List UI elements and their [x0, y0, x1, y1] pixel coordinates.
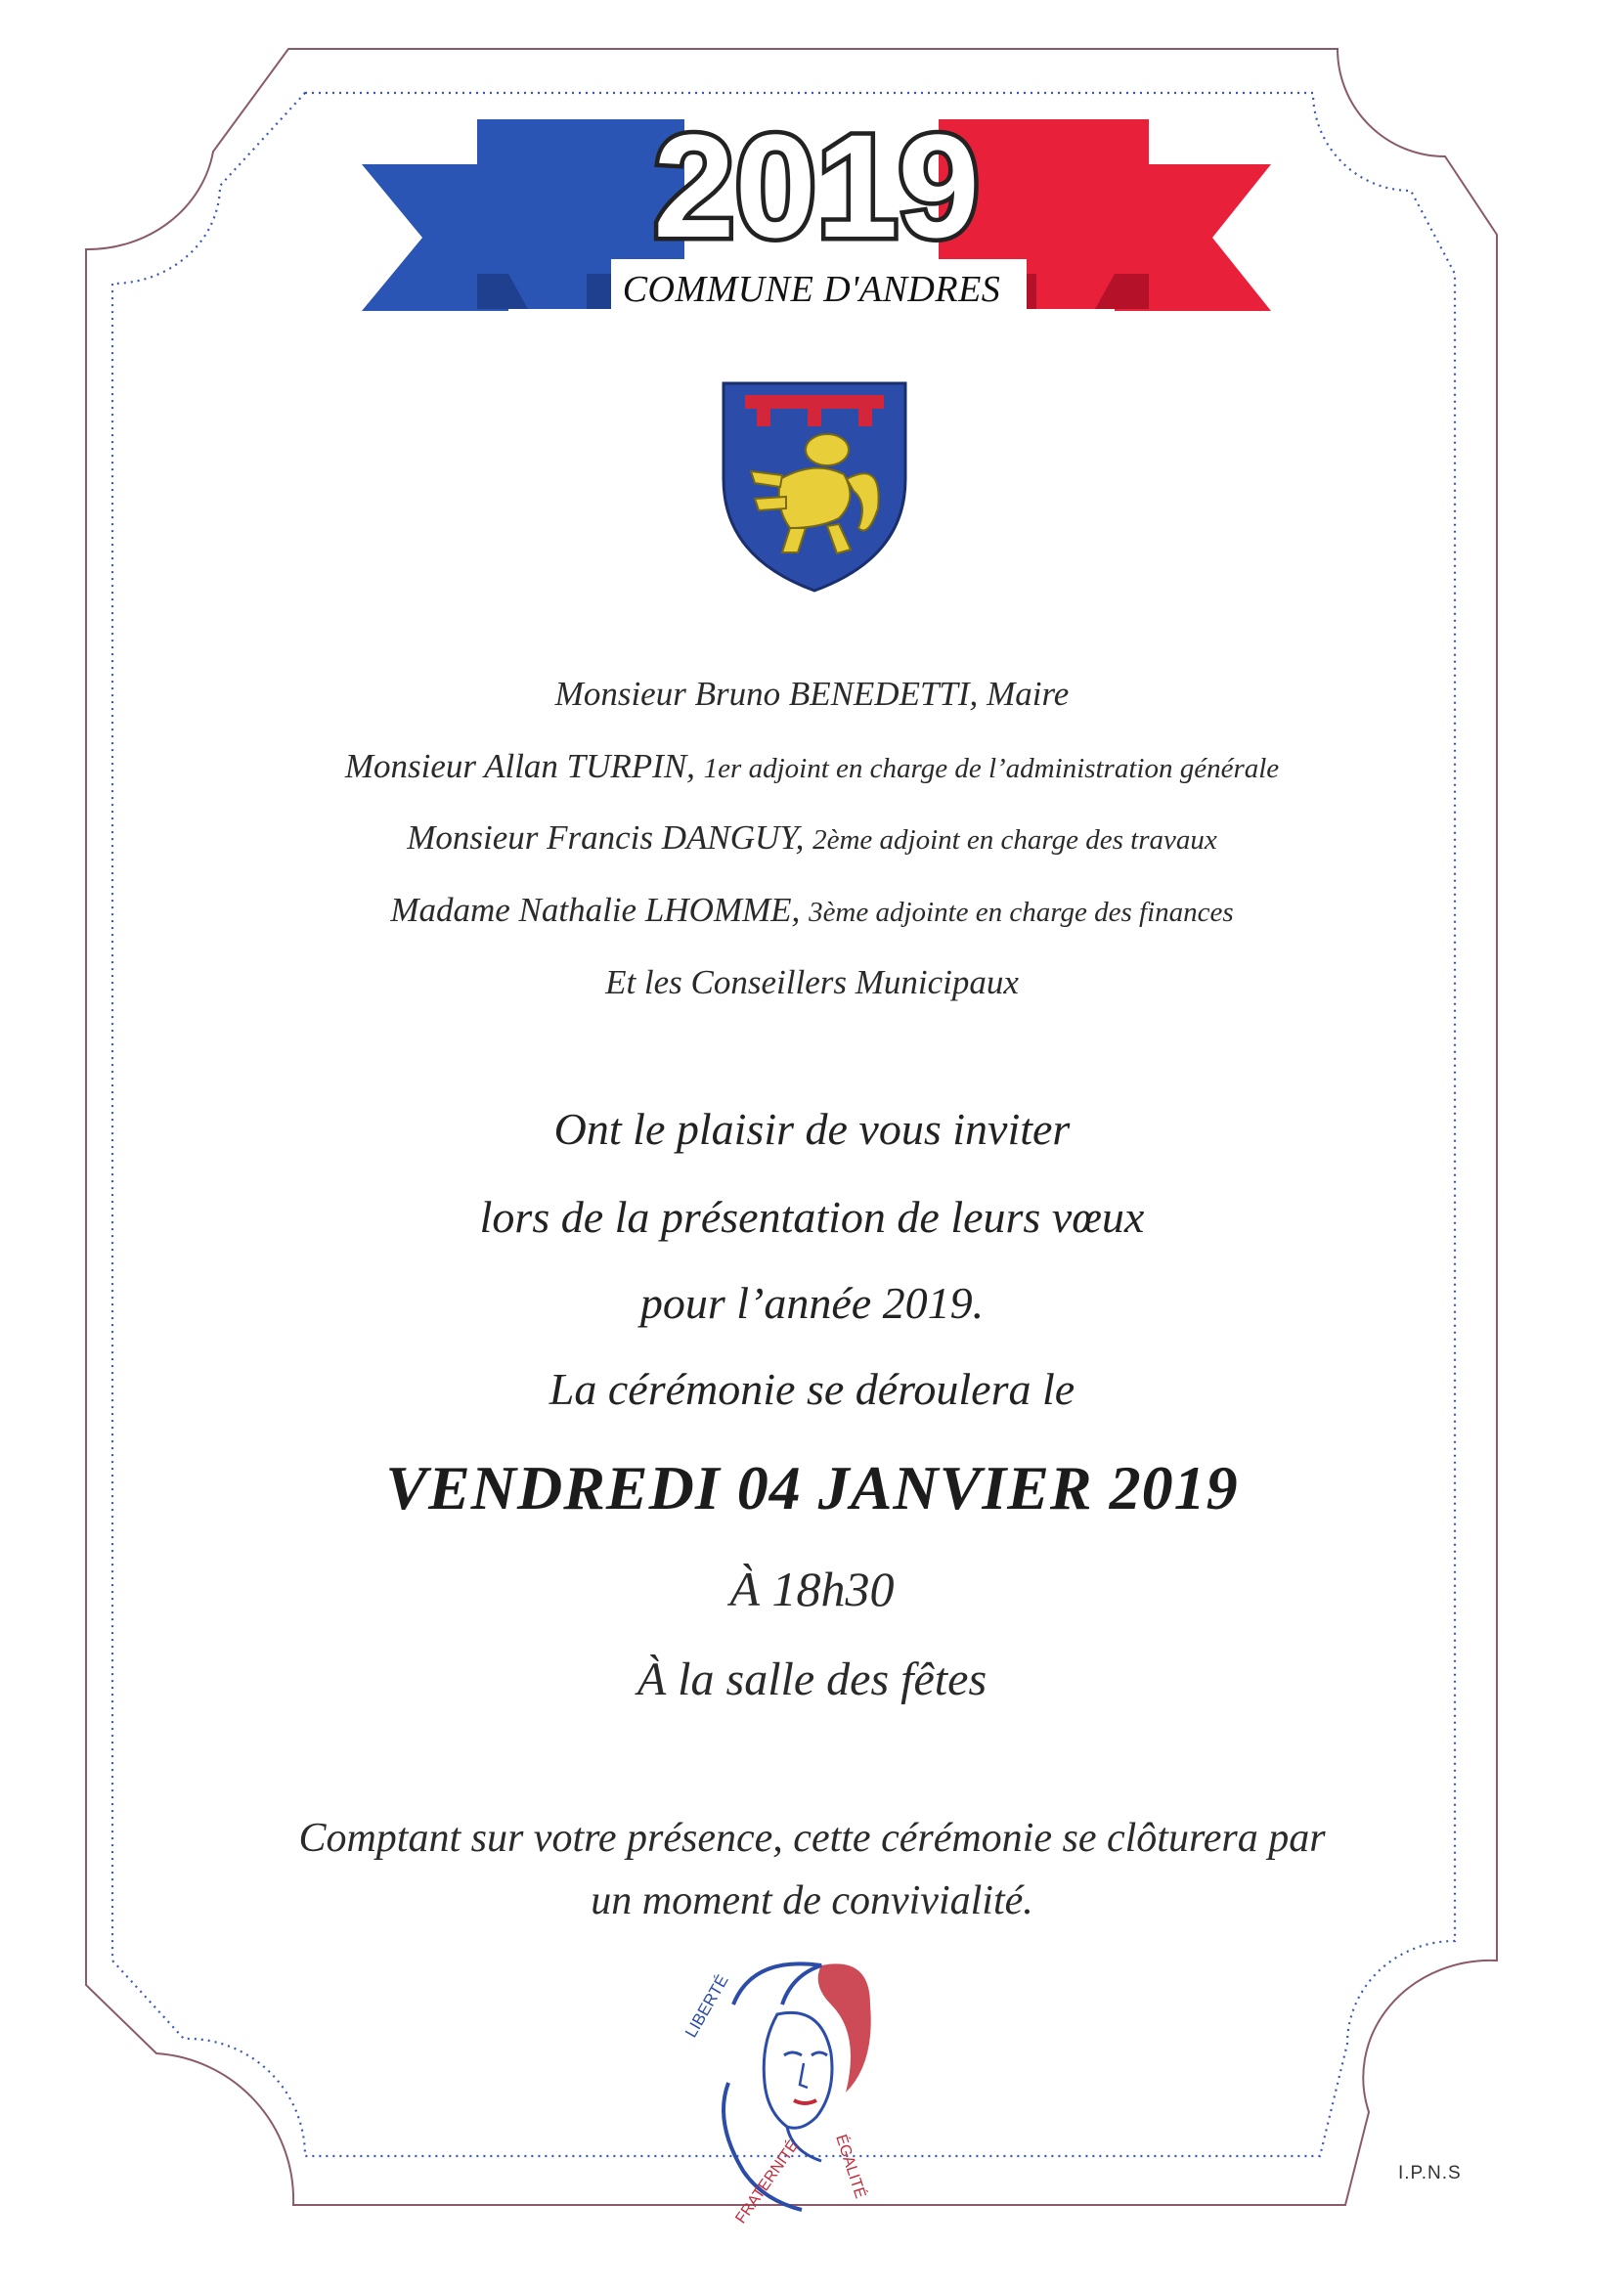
official-role: 3ème adjointe en charge des finances — [809, 897, 1234, 928]
coat-of-arms-icon — [722, 381, 907, 593]
motto-fraternite: FRATERNITÉ — [732, 2138, 803, 2227]
invitation-line-2: lors de la présentation de leurs vœux — [479, 1192, 1145, 1242]
commune-name: COMMUNE D'ANDRES — [622, 269, 1001, 310]
official-line — [0, 891, 1624, 930]
invitation-line-3: pour l’année 2019. — [639, 1278, 985, 1328]
motto-egalite: ÉGALITÉ — [832, 2132, 869, 2201]
closing-line-1: Comptant sur votre présence, cette cérémonie se clôturera par — [298, 1816, 1326, 1861]
official-line — [0, 818, 1624, 858]
official-line — [0, 963, 1624, 1002]
event-time: À 18h30 — [729, 1562, 895, 1616]
ipns-mark: I.P.N.S — [1398, 2163, 1462, 2183]
invitation-line-4: La cérémonie se déroulera le — [549, 1364, 1075, 1414]
event-date: VENDREDI 04 JANVIER 2019 — [385, 1453, 1239, 1522]
year-title — [543, 110, 1090, 266]
official-name: Monsieur Allan TURPIN, — [344, 747, 704, 785]
official-role: 1er adjoint en charge de l’administration générale — [703, 753, 1280, 784]
official-role: Maire — [987, 675, 1070, 713]
official-name: Monsieur Bruno BENEDETTI, — [554, 675, 988, 713]
official-name: Et les Conseillers Municipaux — [605, 963, 1019, 1001]
year-text: 2019 — [653, 110, 980, 266]
official-line — [0, 747, 1624, 786]
event-place: À la salle des fêtes — [636, 1653, 988, 1705]
official-line — [0, 675, 1624, 714]
closing-line-2: un moment de convivialité. — [591, 1878, 1033, 1923]
official-role: 2ème adjoint en charge des travaux — [812, 824, 1217, 856]
marianne-icon — [675, 1946, 900, 2239]
official-name: Monsieur Francis DANGUY, — [407, 818, 813, 857]
official-name: Madame Nathalie LHOMME, — [390, 891, 810, 929]
invitation-line-1: Ont le plaisir de vous inviter — [553, 1104, 1071, 1154]
motto-liberte: LIBERTÉ — [681, 1971, 732, 2041]
